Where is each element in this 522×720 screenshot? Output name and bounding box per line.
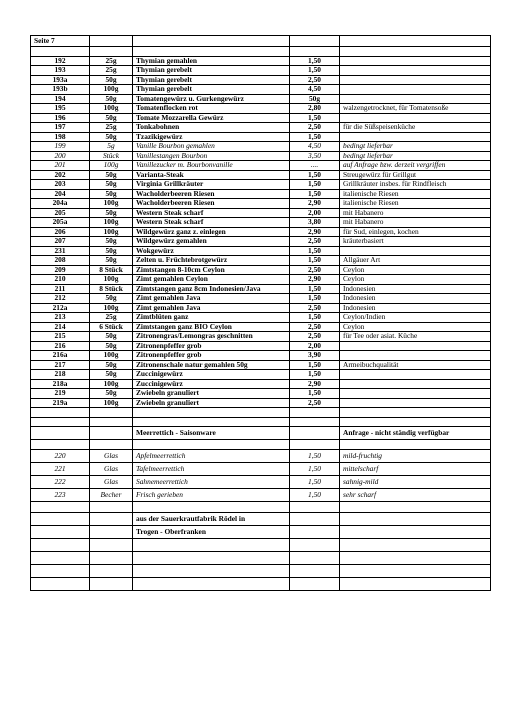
item-row (31, 180, 491, 190)
item-row (31, 322, 491, 332)
item-price: 2,50 (290, 75, 340, 85)
item-name: Thymian gemahlen (133, 56, 290, 66)
footer-row (31, 512, 491, 525)
item-price: 1,50 (290, 389, 340, 399)
item-row (31, 75, 491, 85)
item-quantity: 50g (90, 294, 133, 304)
item-price: 1,50 (290, 370, 340, 380)
item-number: 192 (31, 56, 90, 66)
item-row (31, 66, 491, 76)
item-price: 2,90 (290, 227, 340, 237)
item-number: 205a (31, 218, 90, 228)
item-note (340, 56, 491, 66)
item-price: 1,50 (290, 449, 340, 462)
item-row (31, 462, 491, 475)
item-row (31, 142, 491, 152)
empty-row (31, 501, 491, 512)
item-price: 2,90 (290, 199, 340, 209)
item-quantity: Glas (90, 449, 133, 462)
item-number: 218a (31, 379, 90, 389)
item-name: Thymian gerebelt (133, 66, 290, 76)
item-price: 1,50 (290, 284, 340, 294)
item-name: Frisch gerieben (133, 488, 290, 501)
page-header-row (31, 36, 491, 47)
item-note (340, 66, 491, 76)
item-name: Sahnemeerrettich (133, 475, 290, 488)
item-note: Allgäuer Art (340, 256, 491, 266)
item-price: 2,80 (290, 104, 340, 114)
item-quantity: 50g (90, 208, 133, 218)
item-quantity: 50g (90, 132, 133, 142)
item-name: Thymian gerebelt (133, 75, 290, 85)
item-quantity: 50g (90, 189, 133, 199)
footer-text: Trogen - Oberfranken (133, 525, 290, 538)
item-price: 1,50 (290, 189, 340, 199)
item-price: 1,50 (290, 462, 340, 475)
item-name: Wildgewürz ganz z. einlegen (133, 227, 290, 237)
item-row (31, 360, 491, 370)
item-quantity: 50g (90, 94, 133, 104)
item-name: Zimt gemahlen Java (133, 303, 290, 313)
item-note: für Tee oder asiat. Küche (340, 332, 491, 342)
item-row (31, 237, 491, 247)
item-number: 205 (31, 208, 90, 218)
item-number: 209 (31, 265, 90, 275)
item-name: Virginia Grillkräuter (133, 180, 290, 190)
item-note: mit Habanero (340, 218, 491, 228)
item-name: Tomate Mozzarella Gewürz (133, 113, 290, 123)
item-number: 198 (31, 132, 90, 142)
item-row (31, 303, 491, 313)
item-row (31, 370, 491, 380)
item-price: 1,50 (290, 170, 340, 180)
item-price: 4,50 (290, 85, 340, 95)
item-row (31, 170, 491, 180)
item-price: 2,50 (290, 322, 340, 332)
item-note (340, 341, 491, 351)
item-price: 1,50 (290, 360, 340, 370)
item-number: 212 (31, 294, 90, 304)
item-price: 2,50 (290, 123, 340, 133)
item-name: Thymian gerebelt (133, 85, 290, 95)
item-quantity: 100g (90, 85, 133, 95)
item-price: .... (290, 161, 340, 171)
item-number: 206 (31, 227, 90, 237)
item-price: 1,50 (290, 180, 340, 190)
item-number: 195 (31, 104, 90, 114)
item-note: mit Habanero (340, 208, 491, 218)
item-number: 223 (31, 488, 90, 501)
item-number: 219 (31, 389, 90, 399)
empty-row (31, 538, 491, 551)
item-price: 1,50 (290, 294, 340, 304)
item-price: 1,50 (290, 475, 340, 488)
item-name: Zitronenpfeffer grob (133, 351, 290, 361)
item-quantity: 100g (90, 398, 133, 408)
item-name: Zimtstangen ganz BIO Ceylon (133, 322, 290, 332)
item-number: 200 (31, 151, 90, 161)
item-number: 219a (31, 398, 90, 408)
item-note: mittelscharf (340, 462, 491, 475)
item-row (31, 104, 491, 114)
item-quantity: 5g (90, 142, 133, 152)
item-row (31, 132, 491, 142)
item-note: italienische Riesen (340, 199, 491, 209)
item-number: 221 (31, 462, 90, 475)
item-quantity: 25g (90, 66, 133, 76)
item-number: 213 (31, 313, 90, 323)
item-number: 210 (31, 275, 90, 285)
item-note (340, 351, 491, 361)
item-row (31, 275, 491, 285)
item-note: Indonesien (340, 303, 491, 313)
item-quantity: 50g (90, 113, 133, 123)
item-row (31, 161, 491, 171)
item-name: Vanille Bourbon gemahlen (133, 142, 290, 152)
item-note: Indonesien (340, 294, 491, 304)
item-note (340, 75, 491, 85)
item-name: Western Steak scharf (133, 218, 290, 228)
item-number: 199 (31, 142, 90, 152)
item-quantity: 100g (90, 161, 133, 171)
item-name: Tomatenflocken rot (133, 104, 290, 114)
item-number: 196 (31, 113, 90, 123)
page-label: Seite 7 (31, 36, 90, 47)
item-note: Ceylon (340, 322, 491, 332)
item-note (340, 113, 491, 123)
item-row (31, 218, 491, 228)
item-price: 2,50 (290, 237, 340, 247)
item-price: 2,50 (290, 398, 340, 408)
item-price: 2,00 (290, 341, 340, 351)
item-name: Vanillestangen Bourbon (133, 151, 290, 161)
item-name: Zitronenpfeffer grob (133, 341, 290, 351)
item-name: Zimtstangen ganz 8cm Indonesien/Java (133, 284, 290, 294)
item-price: 1,50 (290, 56, 340, 66)
item-row (31, 284, 491, 294)
item-name: Tzazikigewürz (133, 132, 290, 142)
item-name: Tonkabohnen (133, 123, 290, 133)
item-name: Zuccinigewürz (133, 370, 290, 380)
item-number: 211 (31, 284, 90, 294)
item-row (31, 475, 491, 488)
item-quantity: 100g (90, 351, 133, 361)
item-note: Grillkräuter insbes. für Rindfleisch (340, 180, 491, 190)
item-quantity: 6 Stück (90, 322, 133, 332)
item-price: 1,50 (290, 66, 340, 76)
item-note: Ceylon/Indien (340, 313, 491, 323)
item-quantity: 25g (90, 123, 133, 133)
item-quantity: 25g (90, 56, 133, 66)
empty-row (31, 440, 491, 450)
item-quantity: 50g (90, 75, 133, 85)
item-quantity: 100g (90, 227, 133, 237)
item-price: 1,50 (290, 256, 340, 266)
item-note: bedingt lieferbar (340, 151, 491, 161)
item-quantity: Glas (90, 462, 133, 475)
item-note: Ceylon (340, 275, 491, 285)
item-name: Zitronenschale natur gemahlen 50g (133, 360, 290, 370)
item-quantity: 100g (90, 199, 133, 209)
item-quantity: 8 Stück (90, 284, 133, 294)
item-row (31, 94, 491, 104)
item-name: Zitronengras/Lemongras geschnitten (133, 332, 290, 342)
item-price: 2,00 (290, 208, 340, 218)
item-quantity: 100g (90, 303, 133, 313)
item-name: Western Steak scharf (133, 208, 290, 218)
item-price: 3,80 (290, 218, 340, 228)
item-name: Zwiebeln granuliert (133, 398, 290, 408)
empty-row (31, 577, 491, 590)
item-name: Wacholderbeeren Riesen (133, 189, 290, 199)
item-price: 2,90 (290, 379, 340, 389)
item-price: 2,50 (290, 303, 340, 313)
item-name: Zimt gemahlen Ceylon (133, 275, 290, 285)
item-price: 4,50 (290, 142, 340, 152)
item-note: italienische Riesen (340, 189, 491, 199)
item-row (31, 294, 491, 304)
item-note: sahnig-mild (340, 475, 491, 488)
item-row (31, 449, 491, 462)
item-note (340, 246, 491, 256)
item-quantity: 50g (90, 370, 133, 380)
empty-row (31, 564, 491, 577)
item-quantity: 50g (90, 170, 133, 180)
item-quantity: 100g (90, 379, 133, 389)
item-name: Wildgewürz gemahlen (133, 237, 290, 247)
item-number: 220 (31, 449, 90, 462)
item-name: Tafelmeerrettich (133, 462, 290, 475)
item-note: für die Süßspeisenküche (340, 123, 491, 133)
item-note: Indonesien (340, 284, 491, 294)
item-note: mild-fruchtig (340, 449, 491, 462)
item-quantity: 8 Stück (90, 265, 133, 275)
item-row (31, 256, 491, 266)
item-number: 216 (31, 341, 90, 351)
item-row (31, 56, 491, 66)
item-note (340, 370, 491, 380)
item-quantity: Glas (90, 475, 133, 488)
item-price: 2,50 (290, 332, 340, 342)
empty-row (31, 551, 491, 564)
item-row (31, 113, 491, 123)
footer-text: aus der Sauerkrautfabrik Rödel in (133, 512, 290, 525)
item-number: 222 (31, 475, 90, 488)
spacer-row (31, 47, 491, 57)
item-number: 212a (31, 303, 90, 313)
item-row (31, 341, 491, 351)
item-number: 231 (31, 246, 90, 256)
item-note: Ceylon (340, 265, 491, 275)
item-row (31, 389, 491, 399)
item-quantity: 50g (90, 180, 133, 190)
item-quantity: 50g (90, 237, 133, 247)
footer-row (31, 525, 491, 538)
item-quantity: 100g (90, 104, 133, 114)
section-note: Anfrage - nicht ständig verfügbar (340, 427, 491, 440)
item-number: 194 (31, 94, 90, 104)
item-number: 197 (31, 123, 90, 133)
item-number: 193b (31, 85, 90, 95)
item-note (340, 94, 491, 104)
item-row (31, 208, 491, 218)
item-name: Wokgewürz (133, 246, 290, 256)
item-name: Zuccinigewürz (133, 379, 290, 389)
price-list-table (30, 35, 491, 591)
item-row (31, 151, 491, 161)
item-number: 201 (31, 161, 90, 171)
section-title: Meerrettich - Saisonware (133, 427, 290, 440)
item-note (340, 398, 491, 408)
item-row (31, 189, 491, 199)
item-number: 193 (31, 66, 90, 76)
item-note: sehr scharf (340, 488, 491, 501)
item-name: Wacholderbeeren Riesen (133, 199, 290, 209)
item-row (31, 398, 491, 408)
item-quantity: 50g (90, 389, 133, 399)
item-price: 3,50 (290, 151, 340, 161)
item-name: Tomatengewürz u. Gurkengewürz (133, 94, 290, 104)
item-name: Zimtblüten ganz (133, 313, 290, 323)
item-note: auf Anfrage bzw. derzeit vergriffen (340, 161, 491, 171)
item-price: 1,50 (290, 113, 340, 123)
item-note: walzengetrocknet, für Tomatensoße (340, 104, 491, 114)
item-row (31, 85, 491, 95)
item-note: Armeibuchqualität (340, 360, 491, 370)
item-number: 193a (31, 75, 90, 85)
item-row (31, 227, 491, 237)
item-row (31, 332, 491, 342)
item-price: 2,50 (290, 265, 340, 275)
item-note: kräuterbasiert (340, 237, 491, 247)
item-row (31, 313, 491, 323)
item-quantity: 25g (90, 313, 133, 323)
item-quantity: 50g (90, 332, 133, 342)
item-number: 202 (31, 170, 90, 180)
item-note (340, 132, 491, 142)
item-number: 203 (31, 180, 90, 190)
item-quantity: 50g (90, 341, 133, 351)
item-number: 216a (31, 351, 90, 361)
item-row (31, 265, 491, 275)
item-price: 2,90 (290, 275, 340, 285)
item-name: Apfelmeerrettich (133, 449, 290, 462)
item-note (340, 85, 491, 95)
item-note: Streugewürz für Grillgut (340, 170, 491, 180)
item-note (340, 389, 491, 399)
item-name: Zimtstangen 8-10cm Ceylon (133, 265, 290, 275)
item-name: Varianta-Steak (133, 170, 290, 180)
item-row (31, 123, 491, 133)
item-number: 215 (31, 332, 90, 342)
item-row (31, 199, 491, 209)
item-note (340, 379, 491, 389)
item-number: 217 (31, 360, 90, 370)
item-price: 1,50 (290, 488, 340, 501)
item-number: 204a (31, 199, 90, 209)
item-price: 50g (290, 94, 340, 104)
item-number: 207 (31, 237, 90, 247)
item-quantity: 50g (90, 360, 133, 370)
item-name: Zimt gemahlen Java (133, 294, 290, 304)
empty-row (31, 417, 491, 427)
item-price: 1,50 (290, 246, 340, 256)
item-number: 204 (31, 189, 90, 199)
item-price: 1,50 (290, 313, 340, 323)
item-quantity: 100g (90, 218, 133, 228)
item-note: bedingt lieferbar (340, 142, 491, 152)
item-row (31, 488, 491, 501)
item-row (31, 351, 491, 361)
item-name: Zelten u. Früchtebrotgewürz (133, 256, 290, 266)
item-quantity: 50g (90, 246, 133, 256)
item-name: Zwiebeln granuliert (133, 389, 290, 399)
item-number: 208 (31, 256, 90, 266)
item-price: 3,90 (290, 351, 340, 361)
item-quantity: 50g (90, 256, 133, 266)
item-name: Vanillezucker m. Bourbonvanille (133, 161, 290, 171)
empty-row (31, 408, 491, 418)
item-row (31, 246, 491, 256)
item-quantity: Stück (90, 151, 133, 161)
item-quantity: 100g (90, 275, 133, 285)
item-quantity: Becher (90, 488, 133, 501)
item-note: für Sud, einlegen, kochen (340, 227, 491, 237)
section-header-row (31, 427, 491, 440)
item-price: 1,50 (290, 132, 340, 142)
item-number: 214 (31, 322, 90, 332)
item-row (31, 379, 491, 389)
item-number: 218 (31, 370, 90, 380)
price-list-body (31, 36, 491, 591)
